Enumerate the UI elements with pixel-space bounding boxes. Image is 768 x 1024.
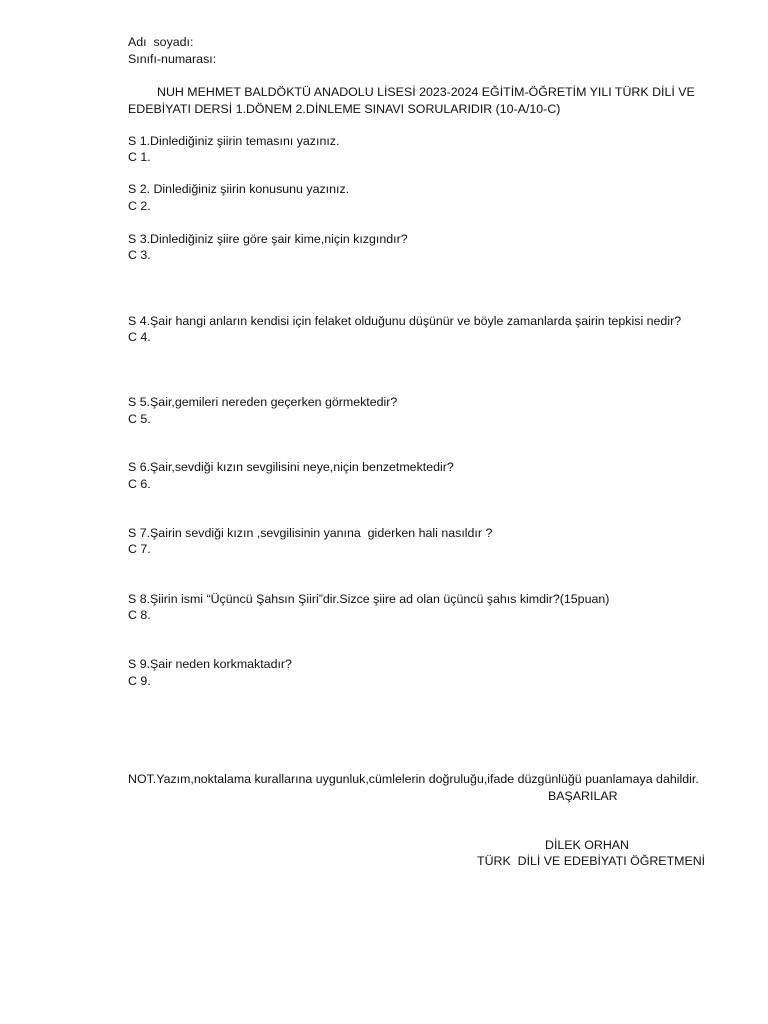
- answer-4-label: C 4.: [128, 330, 151, 344]
- answer-7-label: C 7.: [128, 542, 151, 556]
- question-3: S 3.Dinlediğiniz şiire göre şair kime,niçin kızgındır?: [128, 232, 408, 246]
- name-label: Adı soyadı:: [128, 35, 194, 49]
- grading-note: NOT.Yazım,noktalama kurallarına uygunluk,cümlelerin doğruluğu,ifade düzgünlüğü puanlamaya dahildir.: [128, 772, 699, 786]
- question-7: S 7.Şairin sevdiği kızın ,sevgilisinin yanına giderken hali nasıldır ?: [128, 526, 493, 540]
- answer-3-label: C 3.: [128, 248, 151, 262]
- answer-6-label: C 6.: [128, 477, 151, 491]
- class-number-label: Sınıfı-numarası:: [128, 52, 217, 66]
- answer-2-label: C 2.: [128, 199, 151, 213]
- question-8: S 8.Şiirin ismi “Üçüncü Şahsın Şiiri”dir.Sizce şiire ad olan üçüncü şahıs kimdir?(15puan): [128, 592, 610, 606]
- exam-title: NUH MEHMET BALDÖKTÜ ANADOLU LİSESİ 2023-2024 EĞİTİM-ÖĞRETİM YILI TÜRK DİLİ VE EDEBİYATI DERSİ 1.DÖNEM 2.DİNLEME SINAVI SORULARIDIR (10-A/10-C): [128, 85, 695, 116]
- question-5: S 5.Şair,gemileri nereden geçerken görmektedir?: [128, 395, 398, 409]
- teacher-name: DİLEK ORHAN: [545, 838, 629, 852]
- question-2: S 2. Dinlediğiniz şiirin konusunu yazınız.: [128, 182, 350, 196]
- answer-8-label: C 8.: [128, 608, 151, 622]
- question-1: S 1.Dinlediğiniz şiirin temasını yazınız.: [128, 134, 340, 148]
- question-6: S 6.Şair,sevdiği kızın sevgilisini neye,niçin benzetmektedir?: [128, 460, 454, 474]
- good-luck-text: BAŞARILAR: [548, 789, 618, 803]
- answer-1-label: C 1.: [128, 150, 151, 164]
- teacher-title: TÜRK DİLİ VE EDEBİYATI ÖĞRETMENİ: [477, 854, 706, 868]
- question-4: S 4.Şair hangi anların kendisi için felaket olduğunu düşünür ve böyle zamanlarda şairin tepkisi nedir?: [128, 314, 682, 328]
- answer-9-label: C 9.: [128, 674, 151, 688]
- question-9: S 9.Şair neden korkmaktadır?: [128, 657, 292, 671]
- answer-5-label: C 5.: [128, 412, 151, 426]
